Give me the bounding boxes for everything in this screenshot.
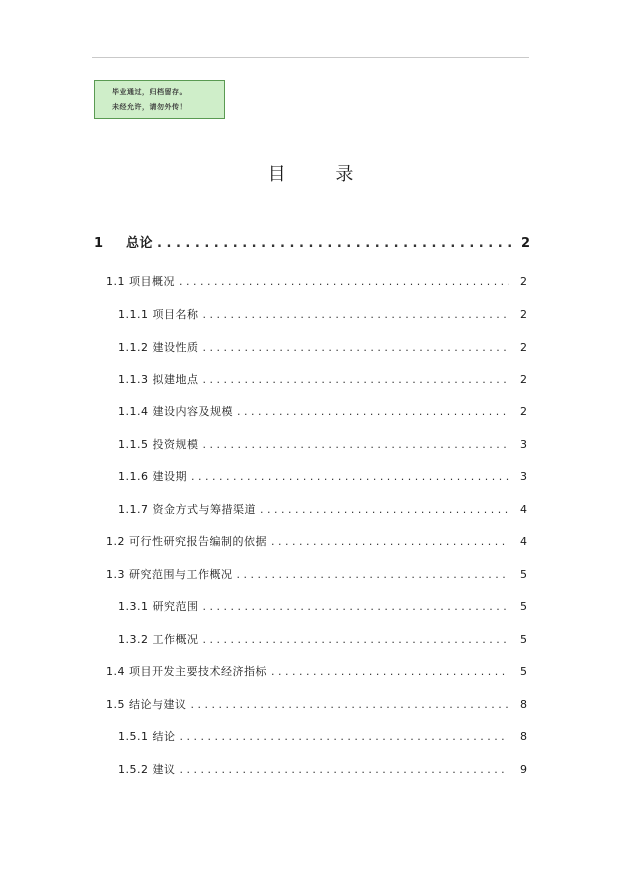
toc-entry-number: 1: [94, 236, 104, 251]
toc-entry-page: 5: [520, 600, 527, 613]
toc-entry[interactable]: [118, 437, 527, 453]
toc-entry-page: 5: [520, 633, 527, 646]
dot-leader: [203, 632, 510, 648]
toc-entry-label: 1.1.7 资金方式与筹措渠道: [118, 503, 256, 516]
toc-entry-label: 1.1 项目概况: [106, 275, 175, 288]
toc-entry[interactable]: [118, 469, 527, 485]
toc-entry-page: 4: [520, 535, 527, 548]
toc-entry-page: 2: [520, 236, 530, 251]
toc-entry-label: 1.3 研究范围与工作概况: [106, 568, 233, 581]
toc-entry-page: 5: [520, 665, 527, 678]
toc-entry[interactable]: [94, 236, 530, 252]
dot-leader: [180, 762, 510, 778]
header-rule: [92, 57, 529, 58]
toc-entry[interactable]: [118, 729, 527, 745]
toc-entry[interactable]: [118, 340, 527, 356]
toc-entry-page: 3: [520, 470, 527, 483]
toc-entry[interactable]: [106, 697, 527, 713]
dot-leader: [203, 340, 510, 356]
toc-entry[interactable]: [118, 762, 527, 778]
toc-entry[interactable]: [106, 664, 527, 680]
dot-leader: [180, 729, 510, 745]
toc-entry-page: 5: [520, 568, 527, 581]
dot-leader: [260, 502, 509, 518]
dot-leader: [271, 534, 509, 550]
toc-entry-label: 1.4 项目开发主要技术经济指标: [106, 665, 267, 678]
toc-entry-page: 2: [520, 405, 527, 418]
dot-leader: [237, 404, 509, 420]
toc-entry[interactable]: [118, 372, 527, 388]
stamp-line-1: 毕业通过，归档留存。: [112, 88, 187, 96]
stamp-line-2: 未经允许，请勿外传！: [112, 103, 187, 111]
toc-entry-label: [94, 236, 153, 252]
dot-leader: [179, 274, 509, 290]
toc-entry-page: 2: [520, 308, 527, 321]
dot-leader: [203, 307, 510, 323]
dot-leader: [203, 372, 510, 388]
toc-entry-label: 1.3.2 工作概况: [118, 633, 199, 646]
toc-entry-label: 1.1.1 项目名称: [118, 308, 199, 321]
toc-entry-label: 1.5.2 建议: [118, 763, 176, 776]
dot-leader: [203, 599, 510, 615]
toc-entry[interactable]: [118, 502, 527, 518]
toc-entry-page: 8: [520, 698, 527, 711]
toc-entry-page: 2: [520, 373, 527, 386]
toc-entry-label: 1.1.6 建设期: [118, 470, 187, 483]
dot-leader: [191, 469, 509, 485]
toc-entry-page: 2: [520, 275, 527, 288]
toc-entry[interactable]: [118, 307, 527, 323]
toc-entry-page: 4: [520, 503, 527, 516]
toc-entry-page: 8: [520, 730, 527, 743]
toc-entry[interactable]: [106, 567, 527, 583]
dot-leader: [157, 236, 512, 252]
toc-entry-label: 1.1.2 建设性质: [118, 341, 199, 354]
toc-entry-label: 1.5 结论与建议: [106, 698, 187, 711]
toc-entry-label: 1.1.4 建设内容及规模: [118, 405, 233, 418]
toc-entry-text: 总论: [126, 236, 154, 251]
toc-entry[interactable]: [118, 632, 527, 648]
toc-entry[interactable]: [118, 599, 527, 615]
toc-entry[interactable]: [106, 534, 527, 550]
toc-entry[interactable]: [118, 404, 527, 420]
dot-leader: [237, 567, 510, 583]
toc-entry-label: 1.2 可行性研究报告编制的依据: [106, 535, 267, 548]
toc-entry-page: 9: [520, 763, 527, 776]
toc-entry-page: 3: [520, 438, 527, 451]
toc-entry-label: 1.3.1 研究范围: [118, 600, 199, 613]
toc-entry-label: 1.1.3 拟建地点: [118, 373, 199, 386]
dot-leader: [191, 697, 510, 713]
dot-leader: [203, 437, 510, 453]
page-title: 目 录: [267, 164, 376, 185]
toc-entry-page: 2: [520, 341, 527, 354]
toc-entry[interactable]: [106, 274, 527, 290]
dot-leader: [271, 664, 509, 680]
toc-entry-label: 1.5.1 结论: [118, 730, 176, 743]
toc-entry-label: 1.1.5 投资规模: [118, 438, 199, 451]
notice-stamp: [94, 80, 225, 119]
